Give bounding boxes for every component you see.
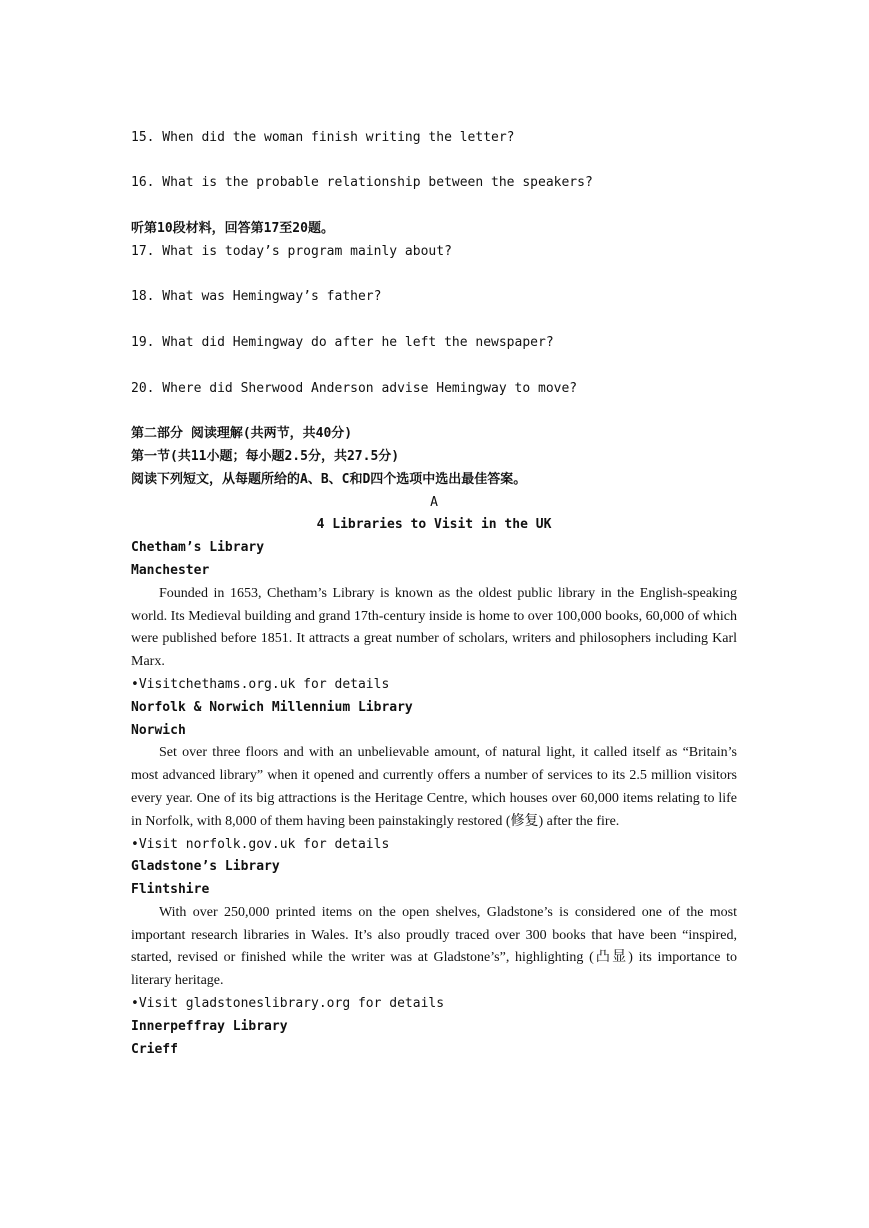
question-15: 15. When did the woman finish writing the letter? — [131, 129, 515, 145]
question-17: 17. What is today’s program mainly about? — [131, 243, 452, 259]
question-16: 16. What is the probable relationship between the speakers? — [131, 175, 593, 191]
library-name: Chetham’s Library — [131, 540, 265, 556]
q17-options — [131, 264, 737, 287]
library-visit-link: •Visit gladstoneslibrary.org for details — [131, 996, 445, 1012]
q16-options — [131, 195, 737, 218]
library-visit-link: •Visit norfolk.gov.uk for details — [131, 836, 390, 852]
library-name: Norfolk & Norwich Millennium Library — [131, 699, 413, 715]
question-19: 19. What did Hemingway do after he left the newspaper? — [131, 334, 554, 350]
q15-options — [131, 150, 737, 173]
library-city: Crieff — [131, 1041, 178, 1057]
library-name: Innerpeffray Library — [131, 1018, 288, 1034]
library-visit-link: •Visitchethams.org.uk for details — [131, 676, 390, 692]
library-description: With over 250,000 printed items on the open shelves, Gladstone’s is considered one of the most important research libraries in Wales. It’s also proudly traced over 300 books that have been “inspired, started, revised or finished while the writer was at Gladstone’s”, highlighting (凸显) its importance to literary heritage. — [131, 904, 737, 989]
passage-title: 4 Libraries to Visit in the UK — [316, 517, 552, 533]
q19-options — [131, 355, 737, 378]
q18-options — [131, 309, 737, 332]
library-city: Flintshire — [131, 882, 210, 898]
section-one-heading: 第一节(共11小题；每小题2.5分，共27.5分) — [131, 448, 400, 464]
q14-options — [131, 104, 737, 127]
section-10-heading: 听第10段材料，回答第17至20题。 — [131, 220, 334, 236]
library-description: Founded in 1653, Chetham’s Library is known as the oldest public library in the English-speaking world. Its Medieval building and grand 17th-century inside is home to over 100,000 books, 60,000 of which were published before 1851. It attracts a great number of scholars, writers and philosophers including Karl Marx. — [131, 585, 737, 670]
exam-page — [131, 104, 737, 1061]
library-city: Manchester — [131, 562, 210, 578]
q20-options — [131, 400, 737, 423]
library-name: Gladstone’s Library — [131, 859, 280, 875]
passage-letter: A — [430, 494, 438, 510]
part-two-heading: 第二部分 阅读理解(共两节，共40分) — [131, 426, 353, 442]
question-20: 20. Where did Sherwood Anderson advise Hemingway to move? — [131, 380, 578, 396]
library-description: Set over three floors and with an unbelievable amount, of natural light, it called itself as “Britain’s most advanced library” when it opened and currently offers a number of services to its 2.5 million visitors every year. One of its big attractions is the Heritage Centre, which houses over 60,000 items relating to life in Norfolk, with 8,000 of them having been painstakingly restored (修复) after the fire. — [131, 745, 737, 829]
question-18: 18. What was Hemingway’s father? — [131, 289, 382, 305]
reading-instruction: 阅读下列短文，从每题所给的A、B、C和D四个选项中选出最佳答案。 — [131, 471, 527, 487]
library-city: Norwich — [131, 722, 186, 738]
